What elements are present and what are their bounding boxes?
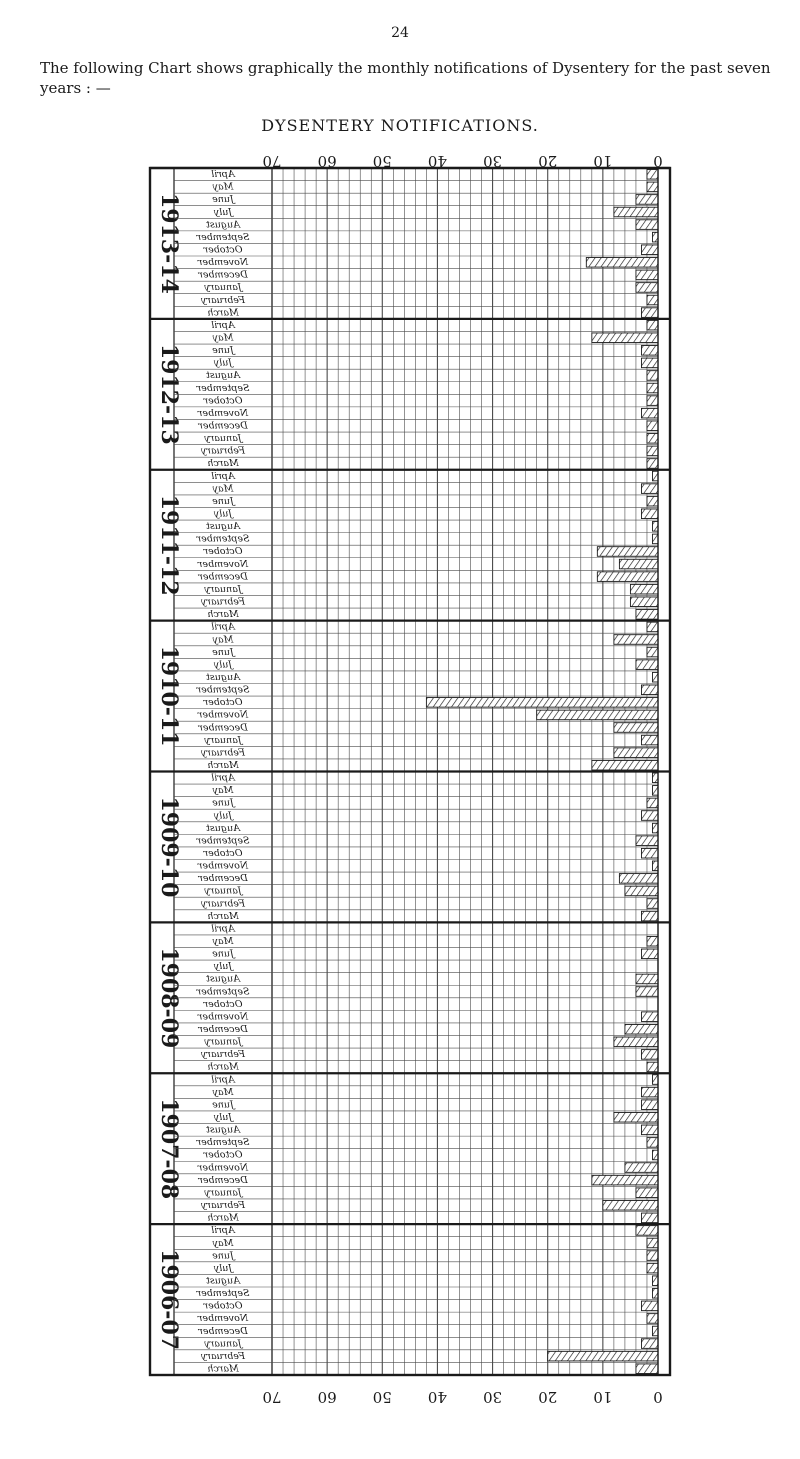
x-tick-label: 10 (593, 1388, 613, 1406)
month-label: May (212, 181, 234, 193)
bar (652, 1288, 658, 1298)
bar (647, 396, 658, 406)
series-label: 1912-13 (156, 343, 182, 445)
month-label: January (204, 583, 242, 595)
bar (636, 610, 658, 620)
month-label: September (196, 1288, 250, 1300)
month-label: January (204, 1338, 242, 1350)
x-tick-label: 0 (653, 152, 663, 170)
month-label: March (207, 1061, 239, 1073)
bar (647, 446, 658, 456)
bar (636, 1226, 658, 1236)
month-label: April (211, 923, 235, 935)
bar (641, 735, 658, 745)
month-label: September (196, 684, 250, 696)
bar (647, 1062, 658, 1072)
bar (614, 1037, 658, 1047)
bar (652, 823, 658, 833)
bar (641, 1301, 658, 1311)
bar (636, 283, 658, 293)
bar (636, 1188, 658, 1198)
month-label: September (196, 835, 250, 847)
month-label: September (196, 533, 250, 545)
bar (652, 522, 658, 532)
month-label: March (207, 458, 239, 470)
month-label: October (203, 244, 243, 256)
bar (652, 1276, 658, 1286)
month-label: January (204, 1036, 242, 1048)
bar (652, 672, 658, 682)
bar (641, 509, 658, 519)
month-label: October (203, 847, 243, 859)
month-label: July (213, 659, 233, 671)
bar (619, 559, 658, 569)
series-label: 1907-08 (156, 1098, 182, 1200)
month-label: November (197, 1162, 249, 1174)
bar (625, 1163, 658, 1173)
bar (647, 1251, 658, 1261)
month-label: March (207, 609, 239, 621)
bar (597, 547, 658, 557)
month-label: January (204, 734, 242, 746)
bar (647, 434, 658, 444)
bar (647, 647, 658, 657)
bar (641, 1213, 658, 1223)
month-label: August (206, 219, 240, 231)
month-label: February (200, 1049, 246, 1061)
x-tick-label: 10 (593, 152, 613, 170)
month-label: October (203, 697, 243, 709)
bar (619, 874, 658, 884)
month-label: June (212, 797, 234, 809)
month-label: May (212, 634, 234, 646)
bar (636, 987, 658, 997)
x-tick-label: 30 (483, 152, 503, 170)
bar (630, 597, 658, 607)
month-label: December (198, 1174, 248, 1186)
month-label: February (200, 898, 246, 910)
month-label: November (197, 1011, 249, 1023)
month-label: June (212, 495, 234, 507)
bar (636, 270, 658, 280)
page-number: 24 (391, 25, 409, 41)
bar (641, 245, 658, 255)
bar (647, 1138, 658, 1148)
bar (641, 1012, 658, 1022)
month-label: June (212, 1099, 234, 1111)
month-label: February (200, 1350, 246, 1362)
bar (614, 723, 658, 733)
month-label: January (204, 1187, 242, 1199)
bar (603, 1200, 658, 1210)
bar (641, 358, 658, 368)
month-label: August (206, 370, 240, 382)
month-label: April (211, 470, 235, 482)
bar (647, 1263, 658, 1273)
month-label: October (203, 395, 243, 407)
intro-text: The following Chart shows graphically the monthly notifications of Dysentery for the past seven years : — (40, 59, 771, 97)
month-label: February (200, 1200, 246, 1212)
month-label: May (212, 936, 234, 948)
bar (641, 1339, 658, 1349)
bar (641, 685, 658, 695)
bar (647, 496, 658, 506)
month-label: April (211, 772, 235, 784)
x-tick-label: 70 (262, 1388, 282, 1406)
month-label: August (206, 521, 240, 533)
month-label: October (203, 998, 243, 1010)
series-label: 1913-14 (156, 192, 182, 294)
bar (636, 660, 658, 670)
chart-title: DYSENTERY NOTIFICATIONS. (261, 116, 539, 135)
month-label: January (204, 885, 242, 897)
month-label: May (212, 332, 234, 344)
bar (641, 1050, 658, 1060)
bar (592, 760, 658, 770)
bar (641, 1087, 658, 1097)
bar (641, 1125, 658, 1135)
month-label: October (203, 1300, 243, 1312)
bar (586, 258, 658, 268)
bar (652, 232, 658, 242)
x-tick-label: 50 (372, 1388, 392, 1406)
month-label: April (211, 169, 235, 181)
month-label: August (206, 822, 240, 834)
month-label: July (213, 1262, 233, 1274)
month-label: November (197, 407, 249, 419)
month-label: June (212, 948, 234, 960)
bar (647, 383, 658, 393)
x-tick-label: 0 (653, 1388, 663, 1406)
month-label: March (207, 759, 239, 771)
bar (641, 1100, 658, 1110)
series-label: 1909-10 (156, 796, 182, 898)
bar (636, 195, 658, 205)
bar (636, 1364, 658, 1374)
month-label: June (212, 345, 234, 357)
x-tick-label: 60 (317, 152, 337, 170)
bar (652, 861, 658, 871)
month-label: July (213, 810, 233, 822)
month-label: December (198, 873, 248, 885)
month-label: July (213, 1112, 233, 1124)
x-tick-label: 40 (427, 1388, 447, 1406)
bar (426, 698, 658, 708)
x-tick-label: 20 (538, 152, 558, 170)
bar (647, 936, 658, 946)
month-label: February (200, 294, 246, 306)
bar (636, 836, 658, 846)
bar (647, 182, 658, 192)
x-tick-label: 70 (262, 152, 282, 170)
month-label: January (204, 282, 242, 294)
month-label: September (196, 1137, 250, 1149)
bar (652, 786, 658, 796)
bar (641, 408, 658, 418)
month-label: November (197, 709, 249, 721)
bar (652, 471, 658, 481)
bar (652, 534, 658, 544)
month-label: April (211, 319, 235, 331)
month-label: December (198, 722, 248, 734)
month-label: December (198, 1024, 248, 1036)
bar (641, 848, 658, 858)
bar (641, 484, 658, 494)
month-label: April (211, 1074, 235, 1086)
month-label: March (207, 910, 239, 922)
month-label: December (198, 1325, 248, 1337)
month-label: November (197, 1313, 249, 1325)
bar (647, 320, 658, 330)
month-label: February (200, 596, 246, 608)
month-label: May (212, 1237, 234, 1249)
month-label: March (207, 1363, 239, 1375)
bar (647, 622, 658, 632)
month-label: March (207, 307, 239, 319)
bar (625, 886, 658, 896)
bar (592, 333, 658, 343)
bar (641, 308, 658, 318)
series-label: 1911-12 (156, 494, 182, 596)
month-label: January (204, 433, 242, 445)
bar (641, 346, 658, 356)
bar (652, 1150, 658, 1160)
month-label: August (206, 1124, 240, 1136)
month-label: September (196, 231, 250, 243)
month-label: August (206, 973, 240, 985)
bar (641, 811, 658, 821)
x-tick-label: 60 (317, 1388, 337, 1406)
x-tick-label: 20 (538, 1388, 558, 1406)
month-label: June (212, 194, 234, 206)
month-label: July (213, 357, 233, 369)
x-tick-label: 50 (372, 152, 392, 170)
month-label: June (212, 646, 234, 658)
month-label: November (197, 257, 249, 269)
x-tick-label: 30 (483, 1388, 503, 1406)
month-label: June (212, 1250, 234, 1262)
month-label: July (213, 206, 233, 218)
bar (537, 710, 658, 720)
bar (647, 295, 658, 305)
month-label: July (213, 508, 233, 520)
bar (592, 1175, 658, 1185)
month-label: September (196, 986, 250, 998)
bar (652, 773, 658, 783)
bar (641, 949, 658, 959)
series-label: 1910-11 (156, 645, 182, 747)
month-label: March (207, 1212, 239, 1224)
bar (614, 748, 658, 758)
bar (614, 635, 658, 645)
bar (647, 170, 658, 180)
bar (636, 220, 658, 230)
month-label: December (198, 420, 248, 432)
bar (548, 1351, 658, 1361)
bar (597, 572, 658, 582)
month-label: February (200, 747, 246, 759)
month-label: August (206, 1275, 240, 1287)
series-label: 1906-07 (156, 1249, 182, 1351)
bar (652, 1075, 658, 1085)
month-label: November (197, 860, 249, 872)
month-label: August (206, 671, 240, 683)
bar (641, 911, 658, 921)
month-label: December (198, 269, 248, 281)
month-label: July (213, 961, 233, 973)
month-label: September (196, 382, 250, 394)
month-label: May (212, 483, 234, 495)
bar (647, 1238, 658, 1248)
bar (614, 1112, 658, 1122)
month-label: October (203, 1149, 243, 1161)
bar (625, 1024, 658, 1034)
bar (647, 899, 658, 909)
bar (647, 798, 658, 808)
month-label: November (197, 558, 249, 570)
bar (614, 207, 658, 217)
month-label: May (212, 785, 234, 797)
month-label: December (198, 571, 248, 583)
bar (647, 1314, 658, 1324)
month-label: April (211, 621, 235, 633)
bar (636, 974, 658, 984)
bar (630, 584, 658, 594)
bar (652, 1326, 658, 1336)
bar (647, 459, 658, 469)
bar (647, 421, 658, 431)
month-label: May (212, 1086, 234, 1098)
bar (647, 371, 658, 381)
month-label: April (211, 1225, 235, 1237)
month-label: October (203, 546, 243, 558)
month-label: February (200, 445, 246, 457)
x-tick-label: 40 (427, 152, 447, 170)
series-label: 1908-09 (156, 947, 182, 1049)
